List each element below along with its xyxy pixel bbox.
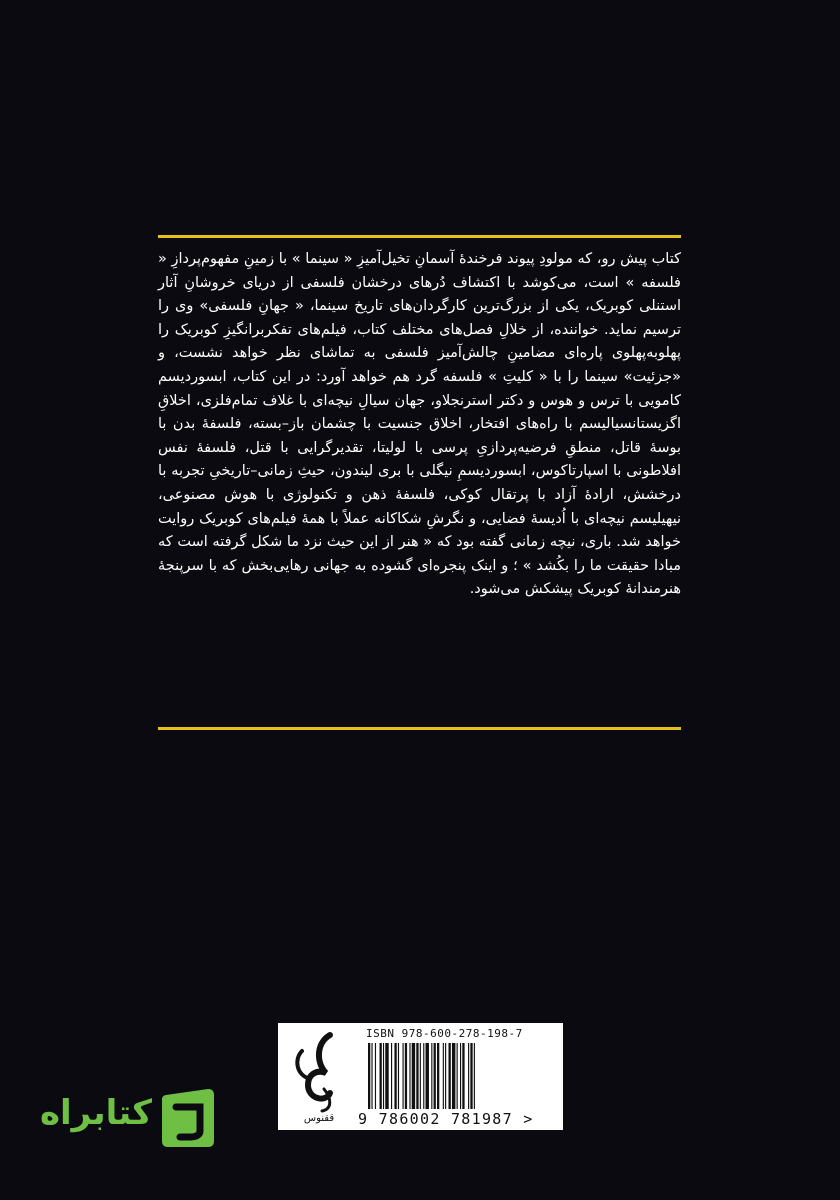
isbn-label: ISBN 978-600-278-198-7: [366, 1027, 523, 1040]
back-cover-blurb: [158, 248, 681, 602]
blurb-paragraph: کتاب پیش رو، که مولودِ پیوند فرخندهٔ آسمانِ تخیل‌آمیزِ « سینما » با زمینِ مفهوم‌پردازِ « فلسفه » است، می‌کوشد با اکتشاف دُرهای درخشان فلسفی از دریای خروشانِ آثار استنلی کوبریک، یکی از بزرگ‌ترین کارگردان‌های تاریخ سینما، « جهانِ فلسفی» وی را ترسیم نماید. خواننده، از خلالِ فصل‌های مختلف کتاب، فیلم‌های تفکربرانگیزِ کوبریک را پهلوبه‌پهلوی پاره‌ای مضامینِ چالش‌آمیز فلسفی به تماشای نظر خواهد نشست، و «جزئیت» سینما را با « کلیتِ » فلسفه گرد هم خواهد آورد: در این کتاب، ابسوردیسم کامویی با ترس و هوس و دکتر استرنجلاو، جهان سیالِ نیچه‌ای با غلاف تمام‌فلزی، اخلاقِ اگزیستانسیالیسم با راه‌های افتخار، اخلاق جنسیت با چشمان باز–بسته، فلسفهٔ بدن با بوسهٔ قاتل، منطقِ فرضیه‌پردازیِ پرسی با لولیتا، تقدیرگرایی با قتل، فلسفهٔ نفس افلاطونی با اسپارتاکوس، ابسوردیسمِ نیگلی با بری لیندون، حیثِ زمانی–تاریخیِ تجربه با درخشش، ارادهٔ آزاد با پرتقال کوکی، فلسفهٔ ذهن و تکنولوژی با هوش مصنوعی، نیهیلیسم نیچه‌ای با اُدیسهٔ فضایی، و نگرشِ شکاکانه عملاً با همهٔ فیلم‌های کوبریک روایت خواهد شد. باری، نیچه زمانی گفته بود که « هنر از این حیث نزد ما شکل گرفته است که مبادا حقیقت ما را بکُشد » ؛ و اینک پنجره‌ای گشوده به جهانی رهایی‌بخش که با سرپنجهٔ هنرمندانهٔ کوبریک پیشکش می‌شود.: [158, 251, 681, 598]
ketabrah-logo-icon: [158, 1085, 218, 1151]
isbn-barcode-panel: [278, 1023, 563, 1130]
bottom-divider: [158, 727, 681, 730]
watermark-text: کتابراه: [39, 1093, 152, 1133]
barcode-bars: [366, 1043, 554, 1109]
phoenix-logo-icon: [286, 1029, 352, 1125]
top-divider: [158, 235, 681, 238]
publisher-logo-text: ققنوس: [303, 1113, 335, 1124]
ketabrah-watermark: [12, 1085, 222, 1155]
barcode-digits: 9 786002 781987 >: [358, 1110, 534, 1128]
